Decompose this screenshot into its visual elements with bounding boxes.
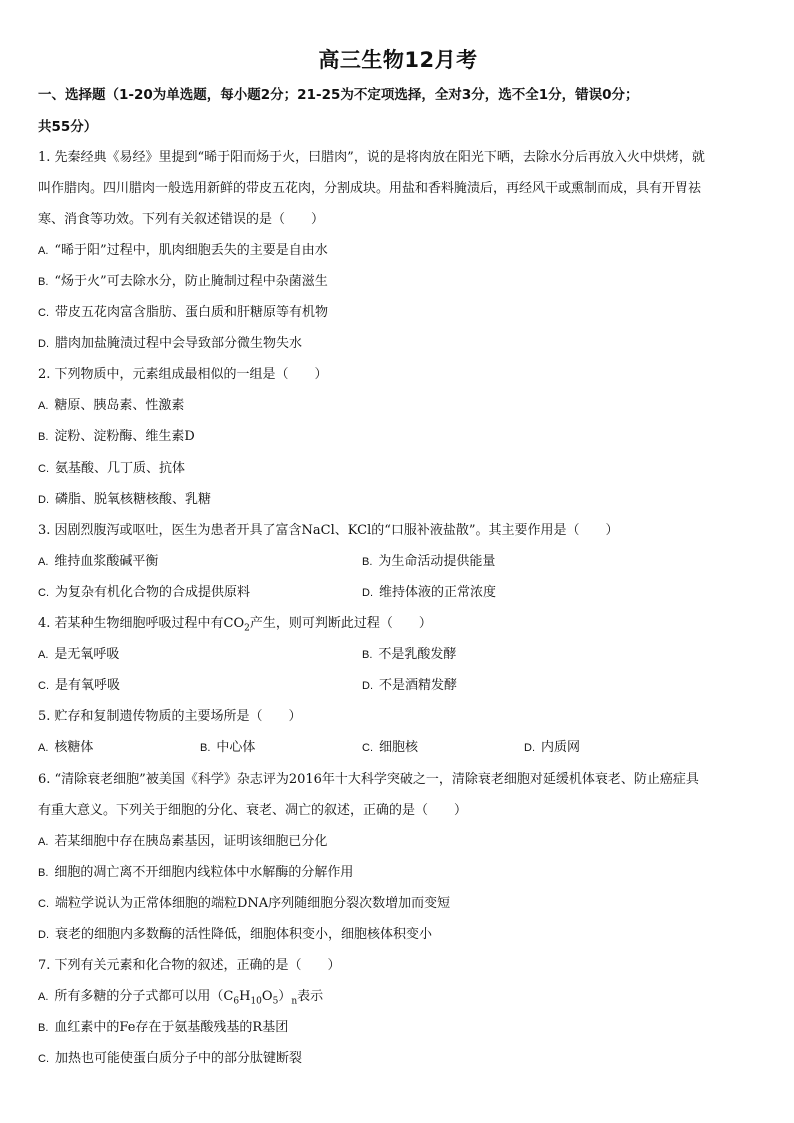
q1-option-b: B. “炀于火”可去除水分，防止腌制过程中杂菌滋生 xyxy=(38,274,328,289)
section-heading-line2: 共55分） xyxy=(38,119,98,135)
q7-option-c: C. 加热也可能使蛋白质分子中的部分肽键断裂 xyxy=(38,1051,303,1066)
q2-option-c: C. 氨基酸、几丁质、抗体 xyxy=(38,461,186,476)
q3-option-c: C. 为复杂有机化合物的合成提供原料 xyxy=(38,585,251,600)
q4-option-b: B. 不是乳酸发酵 xyxy=(362,647,457,662)
q6-option-a: A. 若某细胞中存在胰岛素基因，证明该细胞已分化 xyxy=(38,834,328,849)
q3-option-a: A. 维持血浆酸碱平衡 xyxy=(38,554,159,569)
q2-option-d: D. 磷脂、脱氧核糖核酸、乳糖 xyxy=(38,492,212,507)
q4-option-d: D. 不是酒精发酵 xyxy=(362,678,458,693)
exam-title: 高三生物12月考 xyxy=(318,48,478,72)
q2-stem: 2. 下列物质中，元素组成最相似的一组是（ ） xyxy=(38,367,328,382)
q1-stem-line2: 叫作腊肉。四川腊肉一般选用新鲜的带皮五花肉，分割成块。用盐和香料腌渍后，再经风干或熏制而成，具有开胃祛 xyxy=(38,181,702,196)
q3-option-d: D. 维持体液的正常浓度 xyxy=(362,585,497,600)
q2-option-b: B. 淀粉、淀粉酶、维生素D xyxy=(38,429,195,444)
q5-option-d: D. 内质网 xyxy=(524,740,581,755)
q1-stem-line3: 寒、消食等功效。下列有关叙述错误的是（ ） xyxy=(38,212,325,227)
section-heading-line1: 一、选择题（1-20为单选题，每小题2分；21-25为不定项选择，全对3分，选不全1分，错误0分； xyxy=(38,87,639,103)
q1-option-a: A. “晞于阳”过程中，肌肉细胞丢失的主要是自由水 xyxy=(38,243,328,258)
q7-stem: 7. 下列有关元素和化合物的叙述，正确的是（ ） xyxy=(38,958,341,973)
q1-stem-line1: 1. 先秦经典《易经》里提到“晞于阳而炀于火，曰腊肉”，说的是将肉放在阳光下晒，去除水分后再放入火中烘烤，就 xyxy=(38,150,705,165)
q5-stem: 5. 贮存和复制遗传物质的主要场所是（ ） xyxy=(38,709,302,724)
q7-option-b: B. 血红素中的Fe存在于氨基酸残基的R基团 xyxy=(38,1020,289,1035)
q1-option-c: C. 带皮五花肉富含脂肪、蛋白质和肝糖原等有机物 xyxy=(38,305,329,320)
q6-option-c: C. 端粒学说认为正常体细胞的端粒DNA序列随细胞分裂次数增加而变短 xyxy=(38,896,451,911)
q2-option-a: A. 糖原、胰岛素、性激素 xyxy=(38,398,185,413)
q5-option-c: C. 细胞核 xyxy=(362,740,419,755)
q4-stem: 4. 若某种生物细胞呼吸过程中有$CO_2$产生，则可判断此过程（ ） xyxy=(38,616,432,634)
q6-stem-line2: 有重大意义。下列关于细胞的分化、衰老、凋亡的叙述，正确的是（ ） xyxy=(38,803,468,818)
q3-option-b: B. 为生命活动提供能量 xyxy=(362,554,496,569)
q6-stem-line1: 6. “清除衰老细胞”被美国《科学》杂志评为2016年十大科学突破之一，清除衰老细胞对延缓机体衰老、防止癌症具 xyxy=(38,772,699,787)
q4-option-a: A. 是无氧呼吸 xyxy=(38,647,120,662)
q6-option-b: B. 细胞的凋亡离不开细胞内线粒体中水解酶的分解作用 xyxy=(38,865,354,880)
q1-option-d: D. 腊肉加盐腌渍过程中会导致部分微生物失水 xyxy=(38,336,303,351)
q7-option-a: A. 所有多糖的分子式都可以用$(C_6H_{10}O_5)_n$表示 xyxy=(38,989,324,1007)
q3-stem: 3. 因剧烈腹泻或呕吐，医生为患者开具了富含NaCl、KCl的“口服补液盐散”。其主要作用是（ ） xyxy=(38,523,619,538)
q6-option-d: D. 衰老的细胞内多数酶的活性降低，细胞体积变小，细胞核体积变小 xyxy=(38,927,433,942)
q5-option-b: B. 中心体 xyxy=(200,740,256,755)
q5-option-a: A. 核糖体 xyxy=(38,740,94,755)
q4-option-c: C. 是有氧呼吸 xyxy=(38,678,121,693)
